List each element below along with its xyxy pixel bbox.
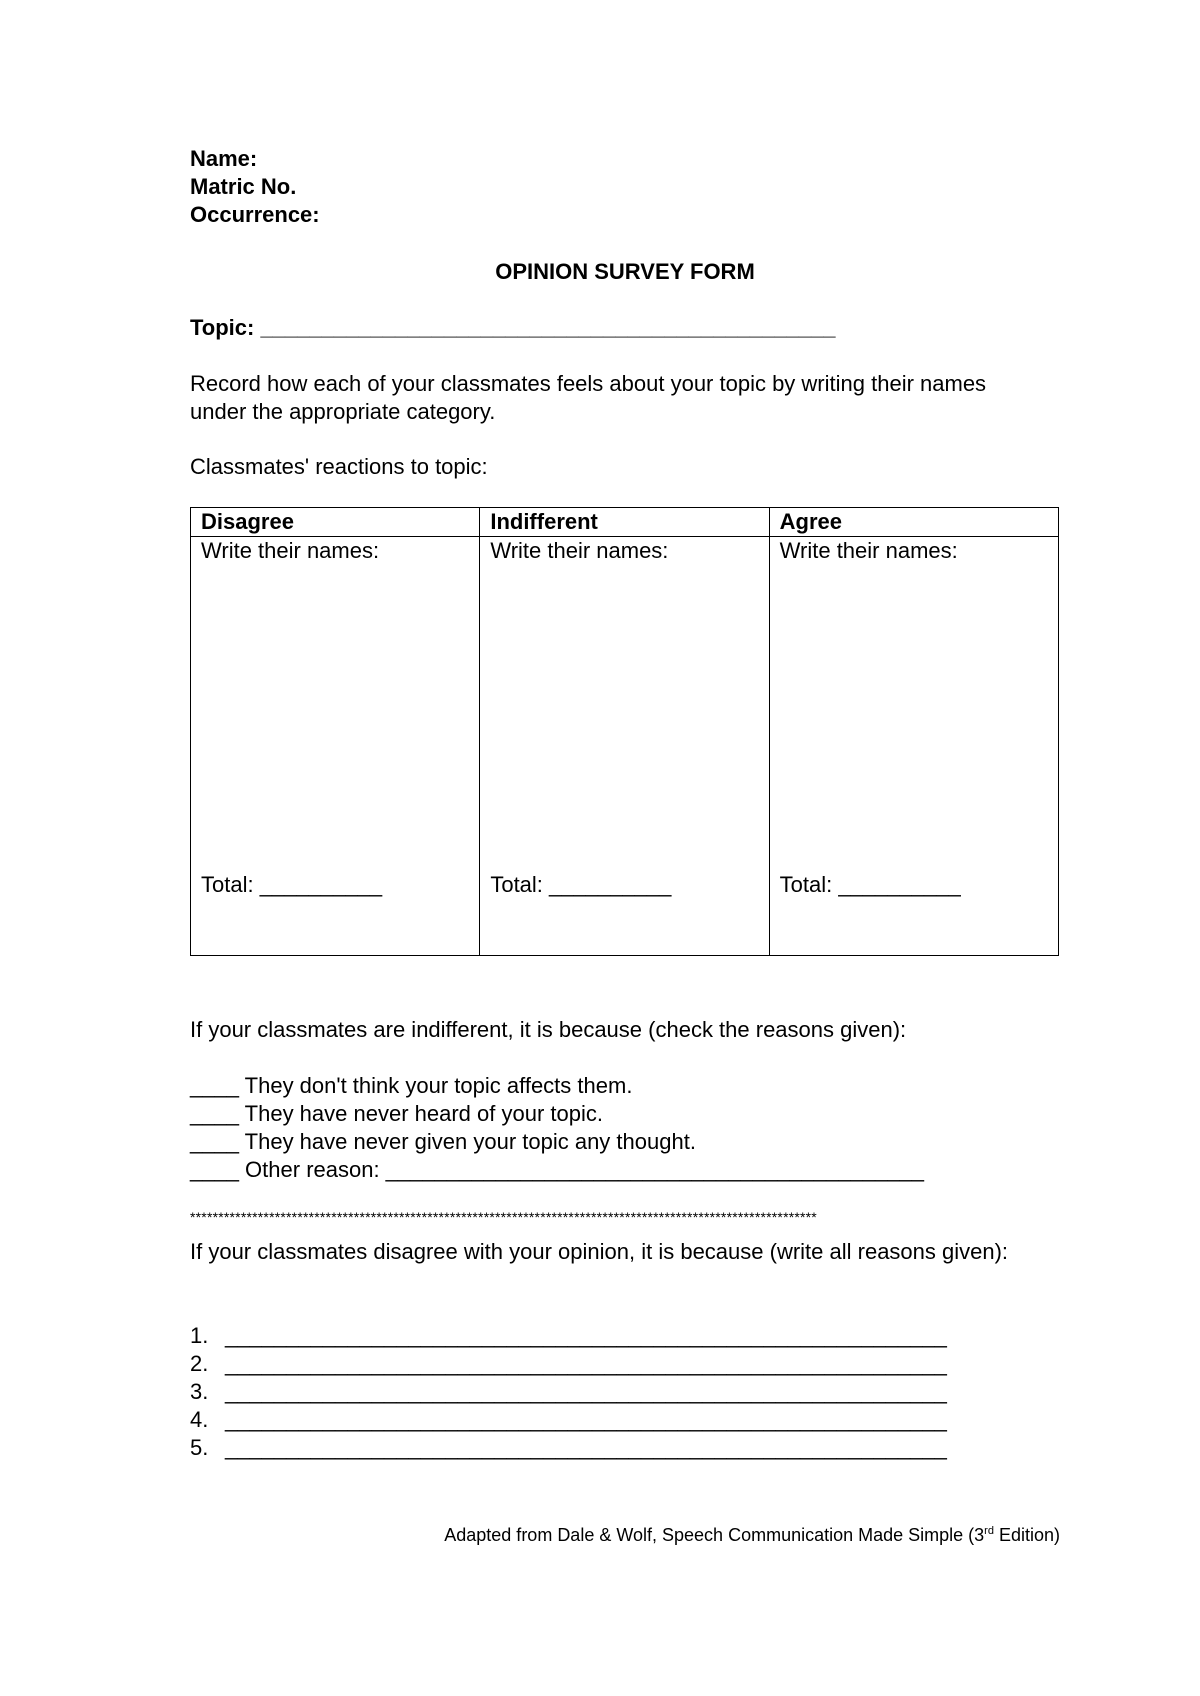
reasons-list <box>190 1322 947 1462</box>
column-header-disagree: Disagree <box>191 508 480 537</box>
reason-number: 5. <box>190 1435 209 1460</box>
list-item: ____ They don't think your topic affects them. <box>190 1073 633 1098</box>
table-header-row <box>191 508 1059 537</box>
list-item <box>190 1434 947 1462</box>
topic-label: Topic: <box>190 315 255 340</box>
total-field: Total: __________ <box>490 872 672 897</box>
occurrence-label: Occurrence: <box>190 202 320 227</box>
reason-number: 3. <box>190 1379 209 1404</box>
column-header-indifferent: Indifferent <box>480 508 769 537</box>
list-item: ____ They have never heard of your topic. <box>190 1101 603 1126</box>
reason-blank: ___________________________________________________________ <box>225 1407 947 1432</box>
list-item <box>190 1322 947 1350</box>
student-info <box>190 145 320 229</box>
matric-label: Matric No. <box>190 174 297 199</box>
topic-blank: _______________________________________________ <box>254 315 836 340</box>
separator-line: *************************************************************************************************************** <box>190 1209 817 1225</box>
citation-text: Adapted from Dale & Wolf, Speech Communication Made Simple (3 <box>444 1525 985 1545</box>
citation-superscript: rd <box>984 1525 994 1537</box>
reason-blank: ___________________________________________________________ <box>225 1379 947 1404</box>
reason-blank: ___________________________________________________________ <box>225 1351 947 1376</box>
list-item <box>190 1350 947 1378</box>
source-citation <box>444 1520 1060 1546</box>
topic-line <box>190 314 836 342</box>
name-label: Name: <box>190 146 258 171</box>
reactions-table <box>190 507 1059 956</box>
disagree-cell <box>191 537 480 956</box>
disagree-question: If your classmates disagree with your opinion, it is because (write all reasons given): <box>190 1239 1009 1264</box>
reason-number: 1. <box>190 1323 209 1348</box>
reason-blank: ___________________________________________________________ <box>225 1435 947 1460</box>
total-field: Total: __________ <box>201 872 383 897</box>
list-item <box>190 1406 947 1434</box>
instructions: Record how each of your classmates feels about your topic by writing their names under the appropriate category. <box>190 371 987 424</box>
reactions-label: Classmates' reactions to topic: <box>190 454 488 479</box>
indifferent-options <box>190 1072 924 1184</box>
reason-number: 2. <box>190 1351 209 1376</box>
names-prompt: Write their names: <box>779 538 958 563</box>
table-row <box>191 537 1059 956</box>
reason-blank: ___________________________________________________________ <box>225 1323 947 1348</box>
names-prompt: Write their names: <box>201 538 380 563</box>
list-item: ____ Other reason: ____________________________________________ <box>190 1157 925 1182</box>
list-item: ____ They have never given your topic any thought. <box>190 1129 696 1154</box>
agree-cell <box>769 537 1058 956</box>
list-item <box>190 1378 947 1406</box>
indifferent-cell <box>480 537 769 956</box>
column-header-agree: Agree <box>769 508 1058 537</box>
total-field: Total: __________ <box>779 872 961 897</box>
names-prompt: Write their names: <box>490 538 669 563</box>
indifferent-question: If your classmates are indifferent, it is because (check the reasons given): <box>190 1017 907 1042</box>
reason-number: 4. <box>190 1407 209 1432</box>
citation-text-end: Edition) <box>993 1525 1060 1545</box>
page-title: OPINION SURVEY FORM <box>495 259 755 284</box>
